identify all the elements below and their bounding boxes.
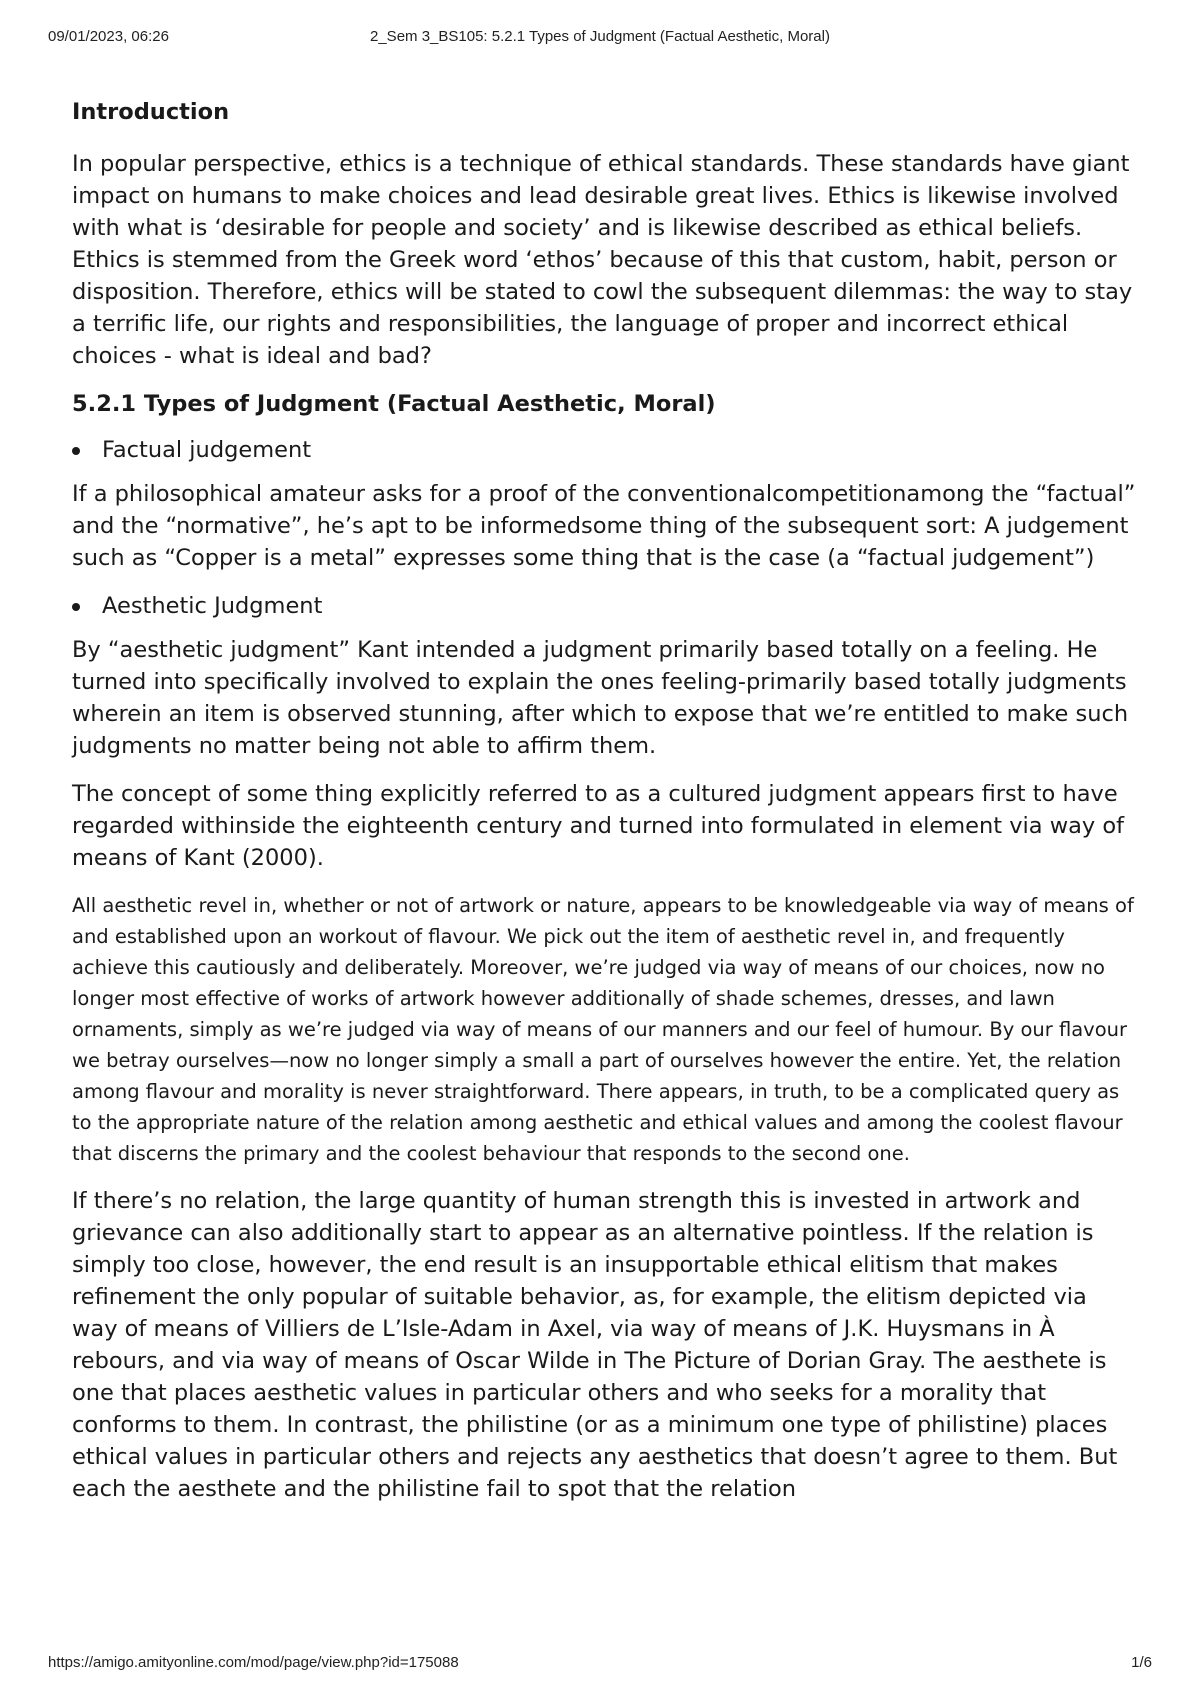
page-number: 1/6 (1131, 1654, 1152, 1671)
aesthetic-paragraph: If there’s no relation, the large quantity of human strength this is invested in artwork and grievance can also additionally start to appear as an alternative pointless. If the relation is simply too close, however, the end result is an insupportable ethical elitism that makes refinement the only popular of suitable behavior, as, for example, the elitism depicted via way of means of Villiers de L’Isle-Adam in Axel, via way of means of J.K. Huysmans in À rebours, and via way of means of Oscar Wilde in The Picture of Dorian Gray. The aesthete is one that places aesthetic values in particular others and who seeks for a morality that conforms to them. In contrast, the philistine (or as a minimum one type of philistine) places ethical values in particular others and rejects any aesthetics that doesn’t agree to them. But each the aesthete and the philistine fail to spot that the relation (72, 1188, 1118, 1502)
article-content (72, 96, 1138, 1521)
list-item (72, 590, 1138, 622)
print-footer (48, 1654, 1152, 1676)
bullet-icon (72, 603, 80, 611)
bullet-icon (72, 447, 80, 455)
aesthetic-paragraph: By “aesthetic judgment” Kant intended a judgment primarily based totally on a feeling. He turned into specifically involved to explain the ones feeling-primarily based totally judgments wherein an item is observed stunning, after which to expose that we’re entitled to make such judgments no matter being not able to affirm them. (72, 637, 1129, 759)
print-datetime: 09/01/2023, 06:26 (48, 28, 169, 45)
intro-heading: Introduction (72, 99, 230, 125)
page-url: https://amigo.amityonline.com/mod/page/view.php?id=175088 (48, 1654, 459, 1671)
print-page-title: 2_Sem 3_BS105: 5.2.1 Types of Judgment (Factual Aesthetic, Moral) (370, 28, 830, 45)
section-heading: 5.2.1 Types of Judgment (Factual Aesthetic, Moral) (72, 391, 716, 417)
print-header (48, 28, 1152, 52)
bullet-list-factual (72, 434, 1138, 466)
bullet-label: Factual judgement (102, 437, 312, 463)
bullet-list-aesthetic (72, 590, 1138, 622)
factual-paragraph: If a philosophical amateur asks for a proof of the conventionalcompetitionamong the “factual” and the “normative”, he’s apt to be informedsome thing of the subsequent sort: A judgement such as “Copper is a metal” expresses some thing that is the case (a “factual judgement”) (72, 481, 1136, 571)
aesthetic-paragraph: The concept of some thing explicitly referred to as a cultured judgment appears first to have regarded withinside the eighteenth century and turned into formulated in element via way of means of Kant (2000). (72, 781, 1125, 871)
list-item (72, 434, 1138, 466)
aesthetic-paragraph: All aesthetic revel in, whether or not of artwork or nature, appears to be knowledgeable via way of means of and established upon an workout of flavour. We pick out the item of aesthetic revel in, and frequently achieve this cautiously and deliberately. Moreover, we’re judged via way of means of our choices, now no longer most effective of works of artwork however additionally of shade schemes, dresses, and lawn ornaments, simply as we’re judged via way of means of our manners and our feel of humour. By our flavour we betray ourselves—now no longer simply a small a part of ourselves however the entire. Yet, the relation among flavour and morality is never straightforward. There appears, in truth, to be a complicated query as to the appropriate nature of the relation among aesthetic and ethical values and among the coolest flavour that discerns the primary and the coolest behaviour that responds to the second one. (72, 894, 1134, 1165)
intro-paragraph: In popular perspective, ethics is a technique of ethical standards. These standards have giant impact on humans to make choices and lead desirable great lives. Ethics is likewise involved with what is ‘desirable for people and society’ and is likewise described as ethical beliefs. Ethics is stemmed from the Greek word ‘ethos’ because of this that custom, habit, person or disposition. Therefore, ethics will be stated to cowl the subsequent dilemmas: the way to stay a terrific life, our rights and responsibilities, the language of proper and incorrect ethical choices - what is ideal and bad? (72, 151, 1133, 369)
bullet-label: Aesthetic Judgment (102, 593, 323, 619)
